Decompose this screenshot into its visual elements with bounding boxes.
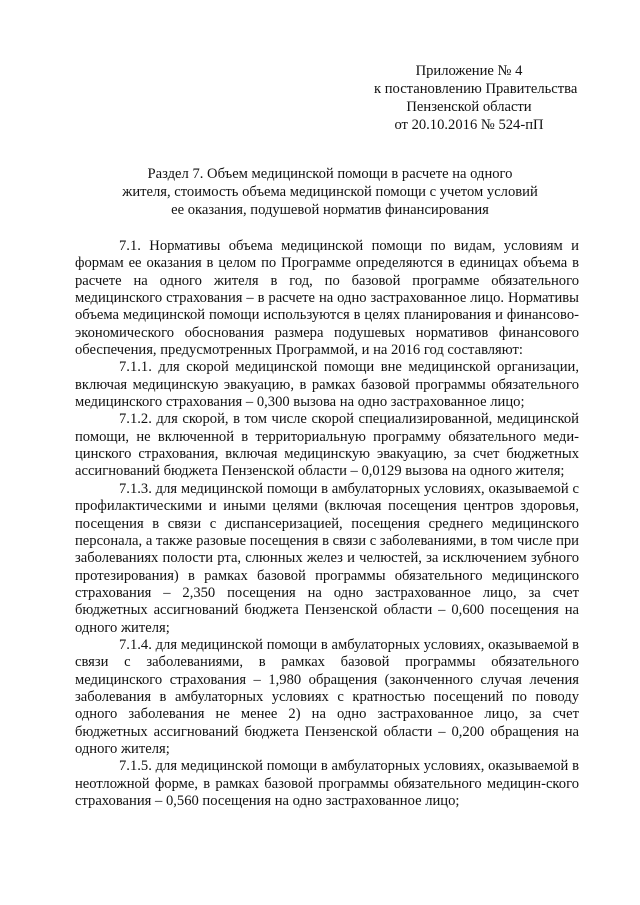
section-title-line: ее оказания, подушевой норматив финансирования: [171, 202, 489, 218]
appendix-resolution: к постановлению Правительства: [374, 81, 578, 97]
document-body: [75, 238, 579, 810]
appendix-region: Пензенской области: [406, 99, 532, 115]
section-title-line: жителя, стоимость объема медицинской помощи с учетом условий: [122, 184, 538, 200]
section-title-line: Раздел 7. Объем медицинской помощи в расчете на одного: [147, 166, 513, 182]
paragraph-7-1-3: 7.1.3. для медицинской помощи в амбулаторных условиях, оказываемой с профилактическими и иными целями (включая посещения центров здоровья, посещения в связи с диспансеризацией, посещения среднего медицинского персонала, а также разовые посещения в связи с заболеваниями, в том числе при заболеваниях полости рта, слюнных желез и челюстей, за исключением зубного протезирования) в рамках базовой программы обязательного медицинского страхования – 2,350 посещения на одно застрахованное лицо, за счет бюджетных ассигнований бюджета Пензенской области – 0,600 посещения на одного жителя;: [75, 480, 579, 636]
appendix-date-number: от 20.10.2016 № 524-пП: [394, 117, 544, 133]
paragraph-7-1-1: 7.1.1. для скорой медицинской помощи вне медицинской организации, включая медицинскую эвакуацию, в рамках базовой программы обязательного медицинского страхования – 0,300 вызова на одно застрахованное лицо;: [75, 359, 579, 411]
paragraph-7-1-4: 7.1.4. для медицинской помощи в амбулаторных условиях, оказываемой в связи с заболеваниями, в рамках базовой программы обязательного медицинского страхования – 1,980 обращения (законченного случая лечения заболевания в амбулаторных условиях с кратностью посещений по поводу одного заболевания не менее 2) на одно застрахованное лицо, за счет бюджетных ассигнований бюджета Пензенской области – 0,200 обращения на одного жителя;: [75, 636, 579, 757]
paragraph-7-1: 7.1. Нормативы объема медицинской помощи по видам, условиям и формам ее оказания в целом по Программе определяются в единицах объема в расчете на одного жителя в год, по базовой программе обязательного медицинского страхования – в расчете на одно застрахованное лицо. Нормативы объема медицинской помощи используются в целях планирования и финансово-экономического обоснования размера подушевых нормативов финансового обеспечения, предусмотренных Программой, и на 2016 год составляют:: [75, 238, 579, 359]
paragraph-7-1-5: 7.1.5. для медицинской помощи в амбулаторных условиях, оказываемой в неотложной форме, в рамках базовой программы обязательного медицин-ского страхования – 0,560 посещения на одно застрахованное лицо;: [75, 758, 579, 809]
appendix-title: Приложение № 4: [415, 63, 523, 79]
section-title: [120, 165, 540, 219]
appendix-header: [374, 62, 578, 134]
paragraph-7-1-2: 7.1.2. для скорой, в том числе скорой специализированной, медицинской помощи, не включенной в территориальную программу обязательного меди-цинского страхования, включая медицинскую эвакуацию, за счет бюджетных ассигнований бюджета Пензенской области – 0,0129 вызова на одного жителя;: [75, 411, 579, 480]
